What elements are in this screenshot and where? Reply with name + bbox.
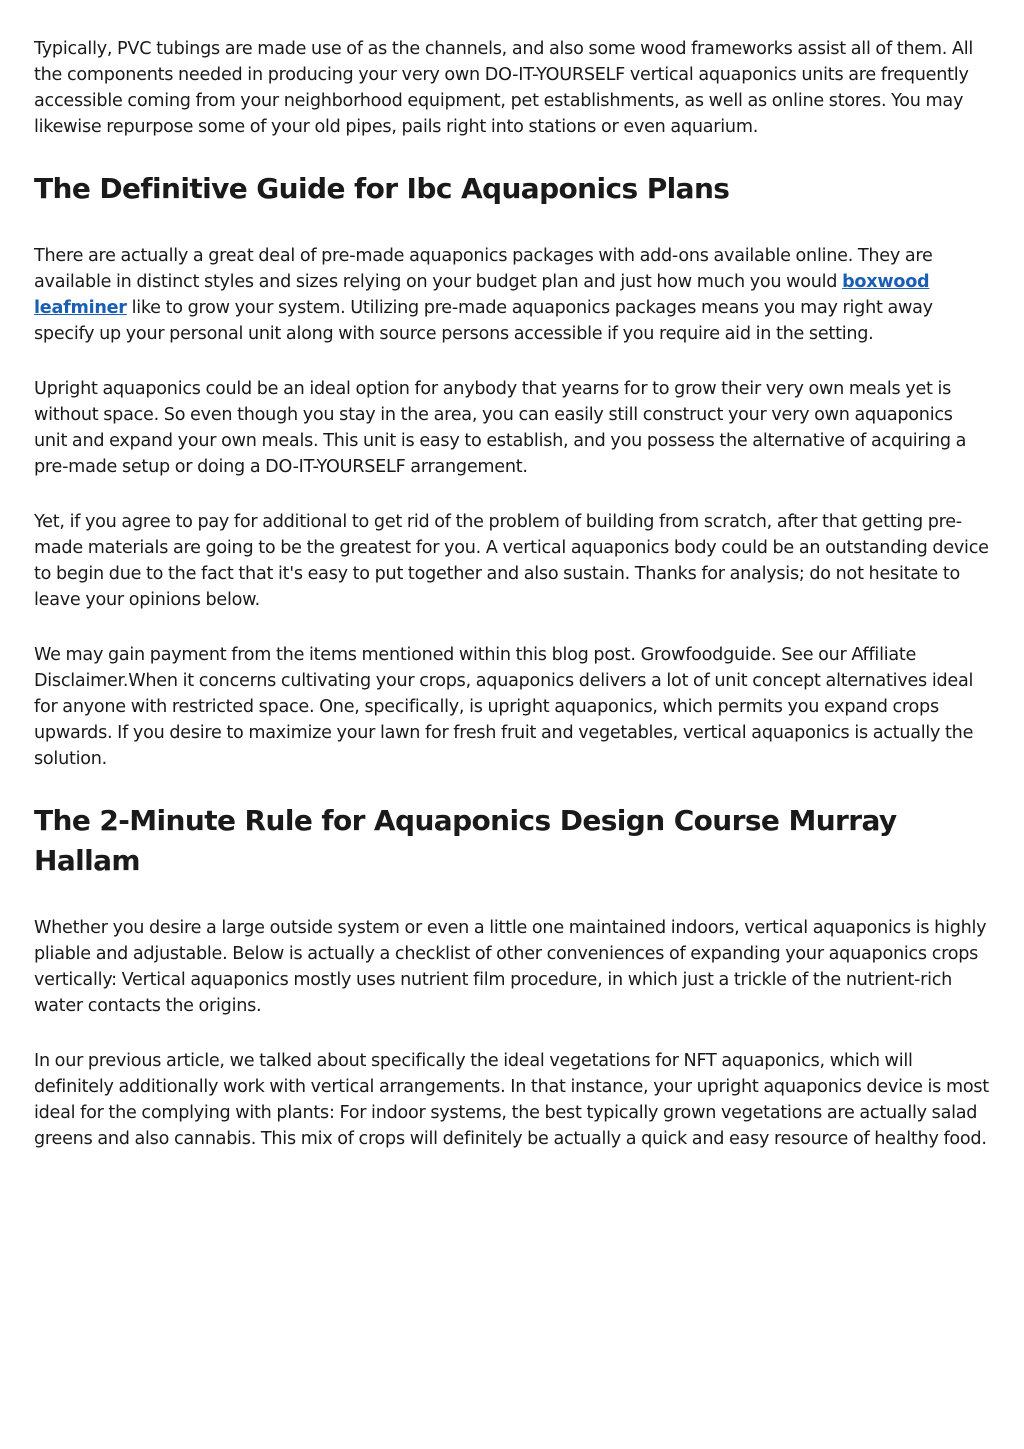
- paragraph-pre-made-packages: [34, 243, 990, 347]
- paragraph-upright-aquaponics: Upright aquaponics could be an ideal option for anybody that yearns for to grow their very own meals yet is without space. So even though you stay in the area, you can easily still construct your very own aquaponics unit and expand your own meals. This unit is easy to establish, and you possess the alternative of acquiring a pre-made setup or doing a DO-IT-YOURSELF arrangement.: [34, 379, 967, 477]
- paragraph-outside-system: Whether you desire a large outside system or even a little one maintained indoors, vertical aquaponics is highly pliable and adjustable. Below is actually a checklist of other conveniences of expanding your aquaponics crops vertically: Vertical aquaponics mostly uses nutrient film procedure, in which just a trickle of the nutrient-rich water contacts the origins.: [34, 918, 987, 1016]
- boxwood-leafminer-link[interactable]: boxwood leafminer: [34, 272, 930, 318]
- paragraph-previous-article: In our previous article, we talked about specifically the ideal vegetations for NFT aquaponics, which will definitely additionally work with vertical arrangements. In that instance, your upright aquaponics device is most ideal for the complying with plants: For indoor systems, the best typically grown vegetations are actually salad greens and also cannabis. This mix of crops will definitely be actually a quick and easy resource of healthy food.: [34, 1051, 989, 1149]
- paragraph-pay-additional: Yet, if you agree to pay for additional to get rid of the problem of building from scratch, after that getting pre-made materials are going to be the greatest for you. A vertical aquaponics body could be an outstanding device to begin due to the fact that it's easy to put together and also sustain. Thanks for analysis; do not hesitate to leave your opinions below.: [34, 512, 989, 610]
- heading-definitive-guide: The Definitive Guide for Ibc Aquaponics Plans: [34, 172, 730, 205]
- paragraph-text-before-link: There are actually a great deal of pre-made aquaponics packages with add-ons available online. They are available in distinct styles and sizes relying on your budget plan and just how much you would: [34, 246, 933, 292]
- paragraph-affiliate-disclaimer: We may gain payment from the items mentioned within this blog post. Growfoodguide. See our Affiliate Disclaimer.When it concerns cultivating your crops, aquaponics delivers a lot of unit concept alternatives ideal for anyone with restricted space. One, specifically, is upright aquaponics, which permits you expand crops upwards. If you desire to maximize your lawn for fresh fruit and vegetables, vertical aquaponics is actually the solution.: [34, 645, 974, 769]
- paragraph-text-after-link: like to grow your system. Utilizing pre-made aquaponics packages means you may right away specify up your personal unit along with source persons accessible if you require aid in the setting.: [34, 298, 933, 344]
- paragraph-pvc-tubings: Typically, PVC tubings are made use of as the channels, and also some wood frameworks assist all of them. All the components needed in producing your very own DO-IT-YOURSELF vertical aquaponics units are frequently accessible coming from your neighborhood equipment, pet establishments, as well as online stores. You may likewise repurpose some of your old pipes, pails right into stations or even aquarium.: [34, 39, 973, 137]
- heading-two-minute-rule: The 2-Minute Rule for Aquaponics Design Course Murray Hallam: [34, 804, 897, 877]
